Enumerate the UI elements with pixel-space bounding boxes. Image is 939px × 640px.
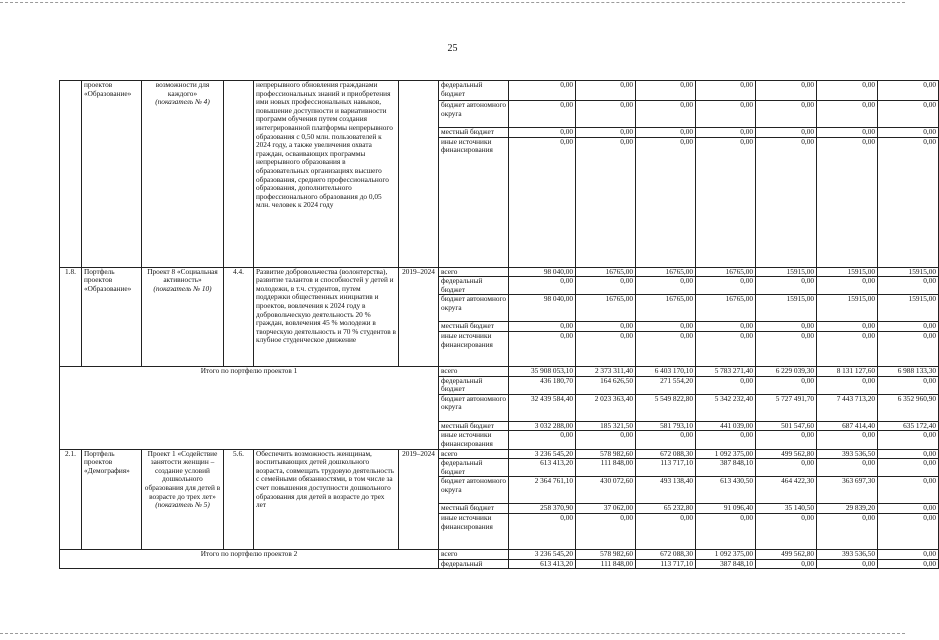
portfolio-name: Портфель проектов «Демография»	[82, 449, 142, 549]
amount-cell: 0,00	[817, 513, 878, 549]
amount-cell: 0,00	[878, 549, 939, 559]
source-name: федеральный бюджет	[439, 81, 509, 101]
project-name: возможности для каждого»	[155, 80, 210, 98]
source-name: всего	[439, 549, 509, 559]
amount-cell: 672 088,30	[636, 449, 696, 459]
amount-cell: 7 443 713,20	[817, 394, 878, 421]
amount-cell: 0,00	[878, 137, 939, 267]
amount-cell: 0,00	[878, 81, 939, 101]
amount-cell: 15915,00	[756, 267, 817, 277]
amount-cell: 581 793,10	[636, 421, 696, 431]
amount-cell: 501 547,60	[756, 421, 817, 431]
amount-cell: 0,00	[576, 277, 636, 295]
amount-cell: 0,00	[817, 137, 878, 267]
amount-cell: 0,00	[636, 101, 696, 128]
amount-cell: 0,00	[636, 81, 696, 101]
amount-cell: 0,00	[636, 431, 696, 449]
amount-cell: 0,00	[756, 431, 817, 449]
amount-cell: 0,00	[817, 81, 878, 101]
amount-cell: 16765,00	[696, 267, 756, 277]
amount-cell: 0,00	[878, 431, 939, 449]
amount-cell: 613 413,20	[509, 559, 576, 569]
goal-code: 4.4.	[224, 267, 254, 366]
project-name: Проект 1 «Содействие занятости женщин – создание условий дошкольного образования для детей в возрасте до трех лет»	[144, 448, 221, 501]
amount-cell: 0,00	[509, 513, 576, 549]
amount-cell: 0,00	[817, 128, 878, 138]
amount-cell: 16765,00	[636, 267, 696, 277]
amount-cell: 0,00	[696, 513, 756, 549]
project-name: Проект 8 «Социальная активность»	[147, 266, 218, 285]
source-name: бюджет автономного округа	[439, 477, 509, 504]
indicator-ref: (показатель № 10)	[153, 283, 212, 293]
source-name: иные источники финансирования	[439, 331, 509, 366]
amount-cell: 8 131 127,60	[817, 366, 878, 376]
amount-cell: 0,00	[817, 459, 878, 477]
amount-cell: 0,00	[696, 128, 756, 138]
amount-cell: 5 783 271,40	[696, 366, 756, 376]
amount-cell: 393 536,50	[817, 549, 878, 559]
amount-cell: 0,00	[878, 477, 939, 504]
portfolio-name: проектов «Образование»	[82, 81, 142, 268]
amount-cell: 3 236 545,20	[509, 449, 576, 459]
amount-cell: 2 364 761,10	[509, 477, 576, 504]
amount-cell: 15915,00	[756, 295, 817, 322]
amount-cell: 0,00	[878, 277, 939, 295]
amount-cell: 0,00	[696, 331, 756, 366]
amount-cell: 441 039,00	[696, 421, 756, 431]
amount-cell: 0,00	[756, 513, 817, 549]
amount-cell: 499 562,80	[756, 549, 817, 559]
amount-cell: 16765,00	[576, 295, 636, 322]
amount-cell: 0,00	[817, 322, 878, 332]
amount-cell: 0,00	[756, 101, 817, 128]
source-name: федеральный бюджет	[439, 376, 509, 394]
amount-cell: 15915,00	[817, 267, 878, 277]
amount-cell: 2 373 311,40	[576, 366, 636, 376]
period: 2019–2024	[399, 449, 439, 549]
amount-cell: 0,00	[817, 331, 878, 366]
page-number: 25	[447, 43, 458, 54]
source-name: бюджет автономного округа	[439, 394, 509, 421]
total-label: Итого по портфелю проектов 1	[60, 366, 439, 449]
amount-cell: 37 062,00	[576, 504, 636, 514]
amount-cell: 0,00	[696, 431, 756, 449]
amount-cell: 0,00	[756, 559, 817, 569]
amount-cell: 0,00	[636, 322, 696, 332]
amount-cell: 0,00	[636, 331, 696, 366]
amount-cell: 436 180,70	[509, 376, 576, 394]
amount-cell: 3 236 545,20	[509, 549, 576, 559]
total-label: Итого по портфелю проектов 2	[60, 549, 439, 568]
amount-cell: 5 549 822,80	[636, 394, 696, 421]
amount-cell: 0,00	[576, 128, 636, 138]
table-row	[60, 81, 939, 101]
amount-cell: 0,00	[817, 431, 878, 449]
source-name: иные источники финансирования	[439, 513, 509, 549]
source-name: иные источники финансирования	[439, 431, 509, 449]
amount-cell: 0,00	[576, 331, 636, 366]
amount-cell: 0,00	[576, 431, 636, 449]
amount-cell: 0,00	[636, 513, 696, 549]
top-scan-edge	[0, 2, 905, 3]
source-name: бюджет автономного округа	[439, 101, 509, 128]
amount-cell: 613 430,50	[696, 477, 756, 504]
amount-cell: 613 413,20	[509, 459, 576, 477]
total-row	[60, 549, 939, 559]
goal-code: 5.6.	[224, 449, 254, 549]
goal-description: Развитие добровольчества (волонтерства), развитие талантов и способностей у детей и молодежи, в т.ч. студентов, путем поддержки общественных инициатив и проектов, вовлечения к 2024 году в добровольческую деятельность 20 % граждан, вовлечения 45 % молодежи в творческую деятельность и 70 % студентов в клубное студенческое движение	[254, 267, 399, 366]
amount-cell: 0,00	[509, 81, 576, 101]
amount-cell: 16765,00	[696, 295, 756, 322]
source-name: всего	[439, 267, 509, 277]
amount-cell: 111 848,00	[576, 459, 636, 477]
amount-cell: 0,00	[756, 137, 817, 267]
amount-cell: 258 370,90	[509, 504, 576, 514]
amount-cell: 363 697,30	[817, 477, 878, 504]
amount-cell: 0,00	[878, 504, 939, 514]
amount-cell: 0,00	[696, 137, 756, 267]
amount-cell: 635 172,40	[878, 421, 939, 431]
amount-cell: 15915,00	[817, 295, 878, 322]
amount-cell: 0,00	[756, 277, 817, 295]
amount-cell: 0,00	[696, 322, 756, 332]
amount-cell: 91 096,40	[696, 504, 756, 514]
amount-cell: 578 982,60	[576, 449, 636, 459]
amount-cell: 0,00	[696, 277, 756, 295]
indicator-ref: (показатель № 5)	[155, 500, 210, 510]
goal-description: Обеспечить возможность женщинам, воспитывающих детей дошкольного возраста, совмещать трудовую деятельность с семейными обязанностями, в том числе за счет повышения доступности дошкольного образования для детей в возрасте до трех лет	[254, 449, 399, 549]
amount-cell: 0,00	[878, 331, 939, 366]
amount-cell: 672 088,30	[636, 549, 696, 559]
source-name: федеральный	[439, 559, 509, 569]
amount-cell: 0,00	[576, 81, 636, 101]
amount-cell: 15915,00	[878, 295, 939, 322]
source-name: местный бюджет	[439, 504, 509, 514]
amount-cell: 0,00	[878, 376, 939, 394]
bottom-scan-edge	[0, 633, 905, 634]
amount-cell: 271 554,20	[636, 376, 696, 394]
source-name: бюджет автономного округа	[439, 295, 509, 322]
amount-cell: 464 422,30	[756, 477, 817, 504]
amount-cell: 6 988 133,30	[878, 366, 939, 376]
amount-cell: 98 040,00	[509, 295, 576, 322]
amount-cell: 0,00	[509, 101, 576, 128]
amount-cell: 32 439 584,40	[509, 394, 576, 421]
amount-cell: 164 626,50	[576, 376, 636, 394]
indicator-ref: (показатель № 4)	[155, 97, 210, 107]
amount-cell: 0,00	[696, 101, 756, 128]
amount-cell: 499 562,80	[756, 449, 817, 459]
amount-cell: 5 727 491,70	[756, 394, 817, 421]
goal-description: непрерывного обновления гражданами профессиональных знаний и приобретения ими новых профессиональных навыков, повышение доступности и вариативности программ обучения путем создания интегрированной платформы непрерывного образования с 0,50 млн. пользователей к 2024 году, а также увеличения охвата граждан, осваивающих программы непрерывного образования в образовательных организациях высшего образования, среднего профессионального образования, дополнительного профессионального образования до 0,05 млн. человек к 2024 году	[254, 81, 399, 268]
amount-cell: 0,00	[576, 513, 636, 549]
amount-cell: 111 848,00	[576, 559, 636, 569]
project-cell	[142, 267, 224, 366]
row-number: 1.8.	[60, 267, 82, 366]
amount-cell: 0,00	[756, 81, 817, 101]
amount-cell: 0,00	[696, 376, 756, 394]
amount-cell: 0,00	[509, 128, 576, 138]
source-name: местный бюджет	[439, 128, 509, 138]
period	[399, 81, 439, 268]
amount-cell: 0,00	[636, 128, 696, 138]
amount-cell: 113 717,10	[636, 459, 696, 477]
amount-cell: 1 092 375,00	[696, 549, 756, 559]
source-name: федеральный бюджет	[439, 277, 509, 295]
amount-cell: 0,00	[878, 101, 939, 128]
amount-cell: 0,00	[756, 128, 817, 138]
amount-cell: 65 232,80	[636, 504, 696, 514]
project-cell	[142, 81, 224, 268]
amount-cell: 0,00	[636, 277, 696, 295]
project-cell	[142, 449, 224, 549]
amount-cell: 493 138,40	[636, 477, 696, 504]
amount-cell: 98 040,00	[509, 267, 576, 277]
amount-cell: 0,00	[576, 322, 636, 332]
amount-cell: 0,00	[878, 513, 939, 549]
amount-cell: 6 403 170,10	[636, 366, 696, 376]
amount-cell: 3 032 288,00	[509, 421, 576, 431]
amount-cell: 0,00	[878, 322, 939, 332]
amount-cell: 387 848,10	[696, 459, 756, 477]
amount-cell: 0,00	[509, 331, 576, 366]
amount-cell: 0,00	[878, 459, 939, 477]
source-name: иные источники финансирования	[439, 137, 509, 267]
portfolio-name: Портфель проектов «Образование»	[82, 267, 142, 366]
amount-cell: 578 982,60	[576, 549, 636, 559]
amount-cell: 15915,00	[878, 267, 939, 277]
row-number: 2.1.	[60, 449, 82, 549]
row-number	[60, 81, 82, 268]
amount-cell: 0,00	[696, 81, 756, 101]
total-row	[60, 366, 939, 376]
amount-cell: 0,00	[817, 277, 878, 295]
amount-cell: 1 092 375,00	[696, 449, 756, 459]
source-name: федеральный бюджет	[439, 459, 509, 477]
amount-cell: 0,00	[576, 101, 636, 128]
source-name: местный бюджет	[439, 421, 509, 431]
amount-cell: 0,00	[817, 101, 878, 128]
source-name: всего	[439, 449, 509, 459]
amount-cell: 0,00	[576, 137, 636, 267]
financing-table	[59, 80, 939, 569]
amount-cell: 0,00	[878, 128, 939, 138]
amount-cell: 185 321,50	[576, 421, 636, 431]
source-name: местный бюджет	[439, 322, 509, 332]
amount-cell: 5 342 232,40	[696, 394, 756, 421]
amount-cell: 0,00	[817, 376, 878, 394]
amount-cell: 0,00	[509, 322, 576, 332]
amount-cell: 2 023 363,40	[576, 394, 636, 421]
amount-cell: 387 848,10	[696, 559, 756, 569]
amount-cell: 0,00	[878, 449, 939, 459]
source-name: всего	[439, 366, 509, 376]
amount-cell: 6 352 960,90	[878, 394, 939, 421]
amount-cell: 0,00	[817, 559, 878, 569]
amount-cell: 29 839,20	[817, 504, 878, 514]
goal-code	[224, 81, 254, 268]
amount-cell: 0,00	[756, 331, 817, 366]
amount-cell: 393 536,50	[817, 449, 878, 459]
amount-cell: 113 717,10	[636, 559, 696, 569]
period: 2019–2024	[399, 267, 439, 366]
amount-cell: 0,00	[756, 459, 817, 477]
amount-cell: 6 229 039,30	[756, 366, 817, 376]
amount-cell: 35 908 053,10	[509, 366, 576, 376]
amount-cell: 0,00	[509, 277, 576, 295]
amount-cell: 687 414,40	[817, 421, 878, 431]
amount-cell: 430 072,60	[576, 477, 636, 504]
amount-cell: 0,00	[756, 376, 817, 394]
amount-cell: 0,00	[878, 559, 939, 569]
amount-cell: 0,00	[636, 137, 696, 267]
amount-cell: 16765,00	[636, 295, 696, 322]
amount-cell: 0,00	[509, 137, 576, 267]
amount-cell: 16765,00	[576, 267, 636, 277]
amount-cell: 35 140,50	[756, 504, 817, 514]
amount-cell: 0,00	[756, 322, 817, 332]
amount-cell: 0,00	[509, 431, 576, 449]
